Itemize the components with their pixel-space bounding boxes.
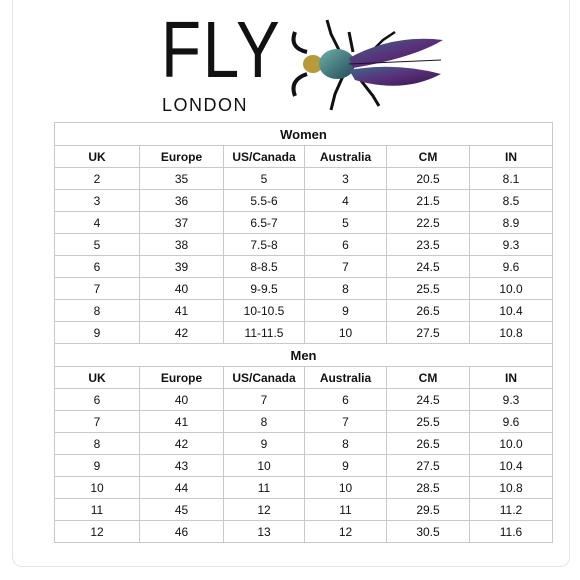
table-cell: 41 <box>140 300 224 322</box>
table-cell: 6 <box>55 256 140 278</box>
table-cell: 8.5 <box>470 190 553 212</box>
brand-name: FLY <box>161 5 282 94</box>
column-header: IN <box>470 146 553 168</box>
table-cell: 12 <box>305 521 387 543</box>
column-header: Australia <box>305 367 387 389</box>
table-row <box>55 234 553 256</box>
table-cell: 42 <box>140 433 224 455</box>
table-cell: 9 <box>55 322 140 344</box>
table-cell: 30.5 <box>387 521 470 543</box>
table-cell: 7.5-8 <box>224 234 305 256</box>
table-cell: 25.5 <box>387 278 470 300</box>
column-header: CM <box>387 367 470 389</box>
table-cell: 43 <box>140 455 224 477</box>
table-cell: 11 <box>305 499 387 521</box>
table-cell: 20.5 <box>387 168 470 190</box>
table-cell: 7 <box>305 256 387 278</box>
table-cell: 10.0 <box>470 433 553 455</box>
table-cell: 26.5 <box>387 433 470 455</box>
table-cell: 8 <box>55 433 140 455</box>
column-header: Europe <box>140 367 224 389</box>
table-cell: 10.4 <box>470 300 553 322</box>
column-header: UK <box>55 146 140 168</box>
table-row <box>55 256 553 278</box>
table-cell: 11.6 <box>470 521 553 543</box>
table-cell: 28.5 <box>387 477 470 499</box>
table-cell: 8.9 <box>470 212 553 234</box>
column-header: Europe <box>140 146 224 168</box>
table-cell: 27.5 <box>387 322 470 344</box>
table-cell: 27.5 <box>387 455 470 477</box>
table-cell: 7 <box>55 278 140 300</box>
table-cell: 8 <box>305 278 387 300</box>
table-cell: 12 <box>224 499 305 521</box>
table-cell: 10 <box>305 322 387 344</box>
table-row <box>55 168 553 190</box>
table-cell: 11 <box>55 499 140 521</box>
column-header: US/Canada <box>224 146 305 168</box>
column-header-row <box>55 146 553 168</box>
table-row <box>55 389 553 411</box>
table-cell: 24.5 <box>387 256 470 278</box>
table-cell: 23.5 <box>387 234 470 256</box>
table-cell: 46 <box>140 521 224 543</box>
brand-sub: LONDON <box>162 95 249 115</box>
table-cell: 39 <box>140 256 224 278</box>
table-row <box>55 300 553 322</box>
table-cell: 10 <box>55 477 140 499</box>
size-chart-card <box>12 0 570 567</box>
table-row <box>55 278 553 300</box>
table-cell: 2 <box>55 168 140 190</box>
table-row <box>55 455 553 477</box>
table-cell: 11-11.5 <box>224 322 305 344</box>
table-cell: 12 <box>55 521 140 543</box>
column-header: IN <box>470 367 553 389</box>
table-cell: 6 <box>305 389 387 411</box>
table-row <box>55 477 553 499</box>
table-cell: 35 <box>140 168 224 190</box>
table-row <box>55 190 553 212</box>
table-cell: 3 <box>55 190 140 212</box>
column-header: CM <box>387 146 470 168</box>
table-cell: 10.4 <box>470 455 553 477</box>
column-header: Australia <box>305 146 387 168</box>
table-cell: 10 <box>224 455 305 477</box>
table-cell: 7 <box>305 411 387 433</box>
table-row <box>55 411 553 433</box>
table-cell: 41 <box>140 411 224 433</box>
table-cell: 10 <box>305 477 387 499</box>
column-header: US/Canada <box>224 367 305 389</box>
table-cell: 4 <box>305 190 387 212</box>
table-cell: 5 <box>55 234 140 256</box>
table-cell: 9-9.5 <box>224 278 305 300</box>
table-cell: 9 <box>305 455 387 477</box>
table-cell: 13 <box>224 521 305 543</box>
table-cell: 5 <box>224 168 305 190</box>
table-cell: 25.5 <box>387 411 470 433</box>
table-cell: 45 <box>140 499 224 521</box>
table-cell: 38 <box>140 234 224 256</box>
table-cell: 42 <box>140 322 224 344</box>
table-cell: 8 <box>305 433 387 455</box>
table-cell: 7 <box>55 411 140 433</box>
table-cell: 24.5 <box>387 389 470 411</box>
table-cell: 11 <box>224 477 305 499</box>
section-title: Men <box>55 344 553 367</box>
table-cell: 9.3 <box>470 234 553 256</box>
table-cell: 5 <box>305 212 387 234</box>
table-cell: 6.5-7 <box>224 212 305 234</box>
table-cell: 11.2 <box>470 499 553 521</box>
table-cell: 9.3 <box>470 389 553 411</box>
table-cell: 4 <box>55 212 140 234</box>
table-cell: 9 <box>55 455 140 477</box>
table-cell: 22.5 <box>387 212 470 234</box>
table-cell: 8-8.5 <box>224 256 305 278</box>
column-header: UK <box>55 367 140 389</box>
section-title: Women <box>55 123 553 146</box>
table-cell: 3 <box>305 168 387 190</box>
table-cell: 7 <box>224 389 305 411</box>
table-row <box>55 212 553 234</box>
table-cell: 9.6 <box>470 411 553 433</box>
size-chart-table <box>54 122 553 543</box>
table-cell: 40 <box>140 278 224 300</box>
table-cell: 37 <box>140 212 224 234</box>
table-cell: 5.5-6 <box>224 190 305 212</box>
table-cell: 9 <box>224 433 305 455</box>
table-row <box>55 322 553 344</box>
table-cell: 8 <box>224 411 305 433</box>
table-cell: 8 <box>55 300 140 322</box>
table-cell: 8.1 <box>470 168 553 190</box>
table-cell: 29.5 <box>387 499 470 521</box>
column-header-row <box>55 367 553 389</box>
table-cell: 26.5 <box>387 300 470 322</box>
table-cell: 10-10.5 <box>224 300 305 322</box>
table-cell: 44 <box>140 477 224 499</box>
table-cell: 6 <box>305 234 387 256</box>
table-row <box>55 521 553 543</box>
table-cell: 9 <box>305 300 387 322</box>
table-cell: 9.6 <box>470 256 553 278</box>
table-cell: 40 <box>140 389 224 411</box>
table-cell: 10.8 <box>470 322 553 344</box>
brand-logo <box>161 5 461 116</box>
beetle-icon <box>283 14 453 114</box>
section-title-row <box>55 123 553 146</box>
table-row <box>55 433 553 455</box>
table-cell: 21.5 <box>387 190 470 212</box>
table-cell: 10.8 <box>470 477 553 499</box>
table-cell: 10.0 <box>470 278 553 300</box>
table-cell: 6 <box>55 389 140 411</box>
table-cell: 36 <box>140 190 224 212</box>
section-title-row <box>55 344 553 367</box>
table-row <box>55 499 553 521</box>
